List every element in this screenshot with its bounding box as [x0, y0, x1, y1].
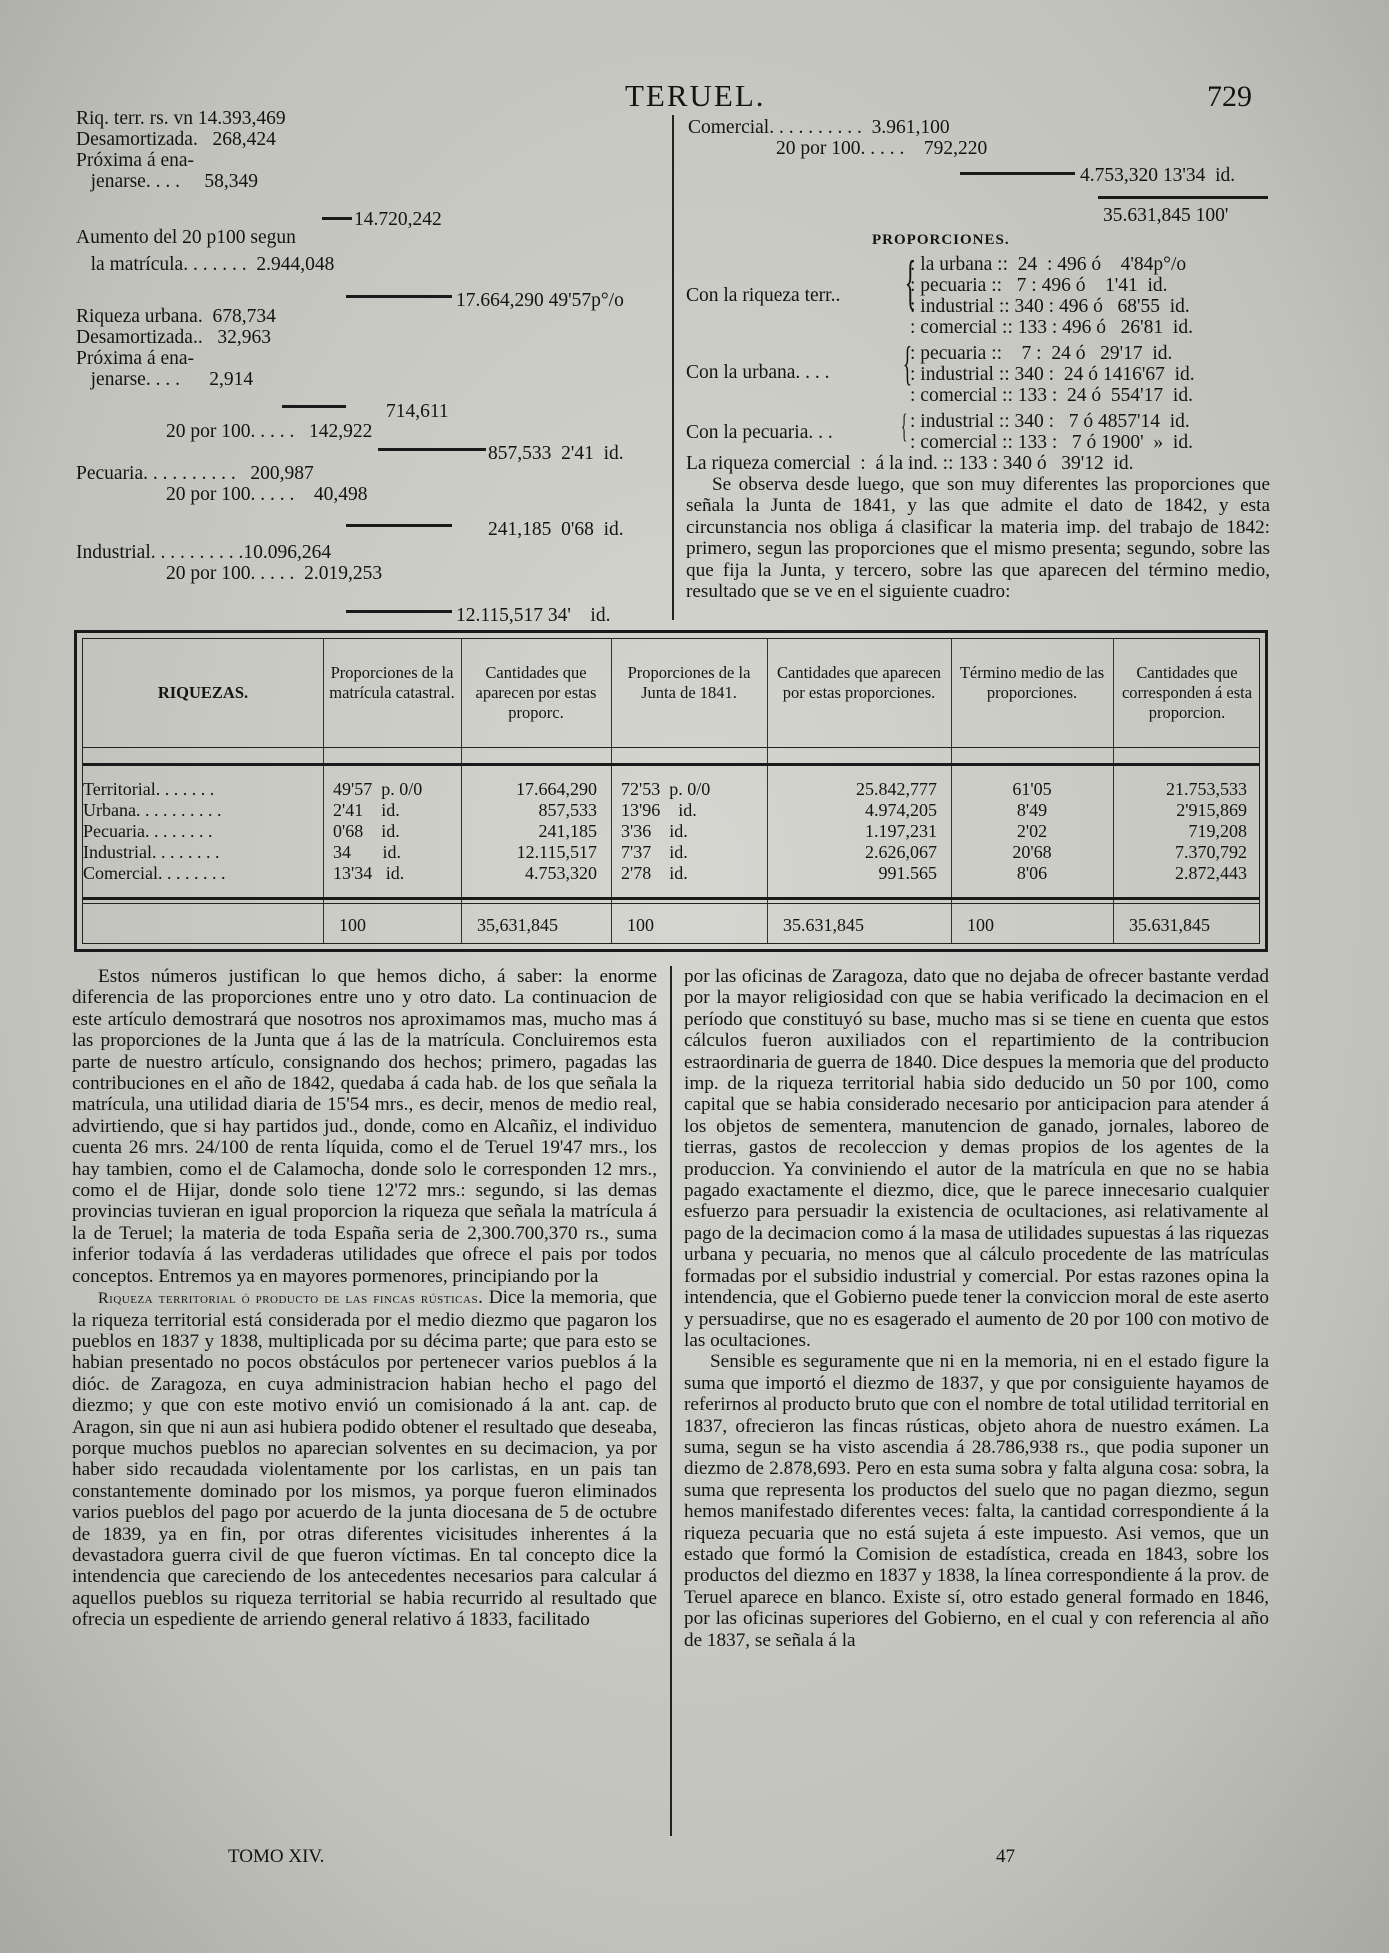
proportion-line: : la urbana :: 24 : 496 ó 4'84p°/o — [910, 254, 1187, 275]
stat-line: jenarse. . . . 58,349 — [76, 171, 258, 192]
table-cell: 2'915,869 — [1176, 800, 1247, 820]
proportion-line: La riqueza comercial : á la ind. :: 133 : 340 ó 39'12 id. — [686, 453, 1134, 474]
stat-line: 4.753,320 13'34 id. — [1080, 165, 1236, 186]
stat-line: Desamortizada. 268,424 — [76, 129, 276, 150]
table-cell: 241,185 — [538, 821, 597, 841]
table-cell: 4.753,320 — [525, 863, 597, 883]
table-cell: 61'05 — [1012, 779, 1052, 799]
proportion-line: Con la riqueza terr.. — [686, 285, 841, 306]
stat-line: Desamortizada.. 32,963 — [76, 327, 271, 348]
table-cell: 2'41 id. — [333, 800, 400, 820]
stat-line: 241,185 0'68 id. — [488, 519, 624, 540]
table-cell: 13'34 id. — [333, 863, 405, 883]
proportion-line: : industrial :: 340 : 7 ó 4857'14 id. — [910, 411, 1190, 432]
proportion-line: : comercial :: 133 : 24 ó 554'17 id. — [910, 385, 1193, 406]
page-title: TERUEL. — [625, 78, 766, 113]
stat-line: Riqueza urbana. 678,734 — [76, 306, 276, 327]
table-cell: 3'36 id. — [621, 821, 688, 841]
table-cell: Industrial. . . . . . . . — [83, 842, 220, 862]
stat-line: jenarse. . . . 2,914 — [76, 369, 254, 390]
table-header: Proporciones de la Junta de 1841. — [627, 663, 751, 702]
table-cell: 4.974,205 — [865, 800, 937, 820]
table-total: 100 — [339, 915, 366, 935]
stat-line: 20 por 100. . . . . 40,498 — [166, 484, 368, 505]
table-cell: 72'53 p. 0/0 — [621, 779, 711, 799]
table-cell: 13'96 id. — [621, 800, 697, 820]
table-header: Proporciones de la matrícula catastral. — [329, 663, 455, 702]
table-cell: Pecuaria. . . . . . . . — [83, 821, 213, 841]
page-number: 729 — [1207, 80, 1252, 113]
stat-line: 20 por 100. . . . . 142,922 — [166, 421, 373, 442]
stat-line: Riq. terr. rs. vn 14.393,469 — [76, 108, 286, 129]
left-body-text: Estos números justifican lo que hemos dicho, á saber: la enorme diferencia de las proporciones entre uno y otro dato. La continuacion de este artículo demostrará que nosotros nos aproximamos mas, mucho mas á las proporciones de la Junta que á las de la matrícula. Concluiremos esta parte de nuestro artículo, consignando dos hechos; primero, pagadas las contribuciones en el año de 1842, quedaba á cada hab. de los que señala la matrícula, una utilidad diaria de 15'54 mrs., es decir, menos de medio real, advirtiendo, que si hay partidos jud., donde, como en Alcañiz, el individuo cuenta 26 mrs. 24/100 de renta líquida, como el de Teruel 19'47 mrs., los hay tambien, como el de Calamocha, donde solo le corresponden 12 mrs., como el de Hijar, donde solo tiene 12'72 mrs.: segundo, si las demas provincias tuvieran en igual proporcion la riqueza que señala la matrícula á la de Teruel; la materia de toda España seria de 2,300.700,370 rs., suma inferior todavía á las verdaderas utilidades que ofrece el pais por todos conceptos. Entremos ya en mayores pormenores, principiando por la Riqueza territorial ó producto de las fincas rústicas. Dice la memoria, que la riqueza territorial está considerada por el medio diezmo que pagaron los pueblos en 1837 y 1838, multiplicada por su décima parte; que para esto se habian presentado no pocos obstáculos por pertenecer varios pueblos á la dióc. de Zaragoza, en cuya administracion habian hecho el pago del diezmo; y que con este motivo envió un comisionado á la ant. cap. de Aragon, sin que ni aun asi hubiera podido obtener el resultado que deseaba, porque muchos pueblos no aparecian solventes en su decimacion, ya por haber sido recaudada violentamente por los carlistas, en un pais tan constantemente dominado por los mismos, ya porque fueron eliminados varios pueblos del pago por acuerdo de la junta diocesana de 5 de octubre de 1839, ya en fin, por otras diferentes vicisitudes inherentes á la devastadora guerra civil de que fueron víctimas. En tal concepto dice la intendencia que careciendo de los antecedentes necesarios para calcular á aquellos pueblos su riqueza territorial se habia recurrido al resultado que ofrecia un espediente de arriendo general relativo á 1833, facilitado — [72, 966, 657, 1631]
stat-line: 17.664,290 49'57p°/o — [456, 290, 624, 311]
riquezas-table — [74, 630, 1268, 952]
brace: { — [902, 337, 913, 390]
signature-mark: 47 — [996, 1846, 1015, 1867]
table-header: RIQUEZAS. — [157, 683, 249, 702]
stat-line: 14.720,242 — [354, 209, 442, 230]
table-cell: 2'02 — [1016, 821, 1048, 841]
table-total: 100 — [967, 915, 994, 935]
stat-line: 20 por 100. . . . . 792,220 — [776, 138, 988, 159]
stat-line: Comercial. . . . . . . . . . 3.961,100 — [688, 117, 950, 138]
table-cell: 21.753,533 — [1166, 779, 1247, 799]
table-cell: 991.565 — [878, 863, 937, 883]
stat-line: Próxima á ena- — [76, 150, 195, 171]
stat-line: 857,533 2'41 id. — [488, 443, 624, 464]
table-header: Cantidades que aparecen por estas proporc. — [475, 663, 597, 722]
proportion-line: Con la urbana. . . . — [686, 362, 830, 383]
table-cell: 17.664,290 — [516, 779, 597, 799]
table-cell: 25.842,777 — [856, 779, 937, 799]
proportion-line: : pecuaria :: 7 : 24 ó 29'17 id. — [910, 343, 1173, 364]
proportion-line: : industrial :: 340 : 496 ó 68'55 id. — [910, 296, 1190, 317]
proportion-line: Con la pecuaria. . . — [686, 422, 833, 443]
table-cell: 2.626,067 — [865, 842, 937, 862]
stat-line: la matrícula. . . . . . . 2.944,048 — [76, 254, 335, 275]
stat-line: 35.631,845 100' — [1103, 205, 1229, 226]
stat-line: Próxima á ena- — [76, 348, 195, 369]
proportion-line: : industrial :: 340 : 24 ó 1416'67 id. — [910, 364, 1195, 385]
proportion-line: : pecuaria :: 7 : 496 ó 1'41 id. — [910, 275, 1168, 296]
table-cell: 7.370,792 — [1175, 842, 1247, 862]
table-header: Término medio de las proporciones. — [959, 663, 1105, 702]
stat-line: Aumento del 20 p100 segun — [76, 227, 296, 248]
table-cell: 719,208 — [1188, 821, 1247, 841]
table-total: 100 — [627, 915, 654, 935]
table-cell: 0'68 id. — [333, 821, 400, 841]
proportions-title: PROPORCIONES. — [872, 232, 1010, 248]
brace: { — [900, 408, 908, 445]
table-cell: 34 id. — [333, 842, 402, 862]
intro-paragraph: Se observa desde luego, que son muy diferentes las proporciones que señala la Junta de 1841, y las que admite el dato de 1842, y esta circunstancia nos obliga á clasificar la materia imp. del trabajo de 1842: primero, segun las proporciones que el mismo presenta; segundo, sobre las que fija la Junta, y tercero, sobre las que aparecen del término medio, resultado que se ve en el siguiente cuadro: — [686, 474, 1270, 603]
brace: { — [904, 249, 917, 315]
stat-line: 714,611 — [386, 401, 449, 422]
table-cell: 1.197,231 — [865, 821, 937, 841]
table-cell: 12.115,517 — [516, 842, 597, 862]
page-header — [0, 72, 1389, 112]
stat-line: 12.115,517 34' id. — [456, 605, 611, 626]
table-total: 35.631,845 — [1129, 915, 1210, 935]
volume-label: TOMO XIV. — [228, 1846, 325, 1867]
proportion-line: : comercial :: 133 : 7 ó 1900' » id. — [910, 432, 1193, 453]
table-total: 35.631,845 — [783, 915, 864, 935]
table-cell: 20'68 — [1012, 842, 1052, 862]
column-divider-bottom — [670, 966, 672, 1836]
table-cell: Territorial. . . . . . . — [83, 779, 215, 799]
table-cell: 2.872,443 — [1175, 863, 1247, 883]
table-cell: 857,533 — [538, 800, 597, 820]
table-cell: Comercial. . . . . . . . — [83, 863, 226, 883]
table-total: 35,631,845 — [477, 915, 558, 935]
table-cell: Urbana. . . . . . . . . . — [83, 800, 222, 820]
proportion-line: : comercial :: 133 : 496 ó 26'81 id. — [910, 317, 1193, 338]
column-divider-top — [672, 115, 674, 620]
table-header: Cantidades que aparecen por estas proporciones. — [776, 663, 941, 702]
right-body-text: por las oficinas de Zaragoza, dato que no dejaba de ofrecer bastante verdad por la mayor religiosidad con que se habia verificado la decimacion en el período que constituyó su base, mucho mas si se tiene en cuenta que estos cálculos fueron auxiliados con el repartimiento de la contribucion estraordinaria de guerra de 1840. Dice despues la memoria que del producto imp. de la riqueza territorial habia sido deducido un 50 por 100, como capital que se habia considerado necesario por anticipacion para atender á los objetos de sementera, manutencion de ganado, jornales, laboreo de tierras, gastos de recoleccion y demas propios de los agentes de la produccion. Ya conviniendo el autor de la matrícula en que no se habia pagado exactamente el diezmo, dice, que le parece innecesario cualquier esfuerzo para persuadir la existencia de ocultaciones, asi relativamente al pago de la decimacion como á la masa de utilidades supuestas á las riquezas urbana y pecuaria, no menos que al cálculo procedente de las matrículas formadas por el subsidio industrial y comercial. Por estas razones opina la intendencia, que el Gobierno puede tener la conviccion moral de este aserto y persuadirse, que no es esagerado el aumento de 20 por 100 con motivo de las ocultaciones. Sensible es seguramente que ni en la memoria, ni en el estado figure la suma que importó el diezmo de 1837, y que por consiguiente hayamos de referirnos al producto bruto que con el nombre de total utilidad territorial en 1837, ofrecieron las fincas rústicas, objeto ahora de nuestro exámen. La suma, segun se ha visto ascendia á 28.786,938 rs., que podia suponer un diezmo de 2.878,693. Pero en esta suma sobra y falta alguna cosa: sobra, la suma que representa los productos del suelo que no pagan diezmo, segun hemos manifestado diferentes veces: falta, la cantidad correspondiente á la riqueza pecuaria que no está sujeta á este impuesto. Asi vemos, que un estado que formó la Comision de estadística, creada en 1843, sobre los productos del diezmo en 1837 y 1838, la línea correspondiente á la prov. de Teruel aparece en blanco. Existe sí, otro estado general formado en 1846, por las oficinas superiores del Gobierno, en el cual y con referencia al año de 1837, se señala á la — [684, 966, 1269, 1651]
table-cell: 8'49 — [1016, 800, 1048, 820]
stat-line: Pecuaria. . . . . . . . . . 200,987 — [76, 463, 314, 484]
table-cell: 49'57 p. 0/0 — [333, 779, 423, 799]
section-heading: Riqueza territorial ó producto de las fincas rústicas — [98, 1290, 479, 1308]
stat-line: Industrial. . . . . . . . . .10.096,264 — [76, 542, 332, 563]
table-cell: 2'78 id. — [621, 863, 688, 883]
table-header: Cantidades que corresponden á esta proporcion. — [1121, 663, 1253, 722]
table-cell: 7'37 id. — [621, 842, 688, 862]
table-cell: 8'06 — [1016, 863, 1048, 883]
stat-line: 20 por 100. . . . . 2.019,253 — [166, 563, 383, 584]
